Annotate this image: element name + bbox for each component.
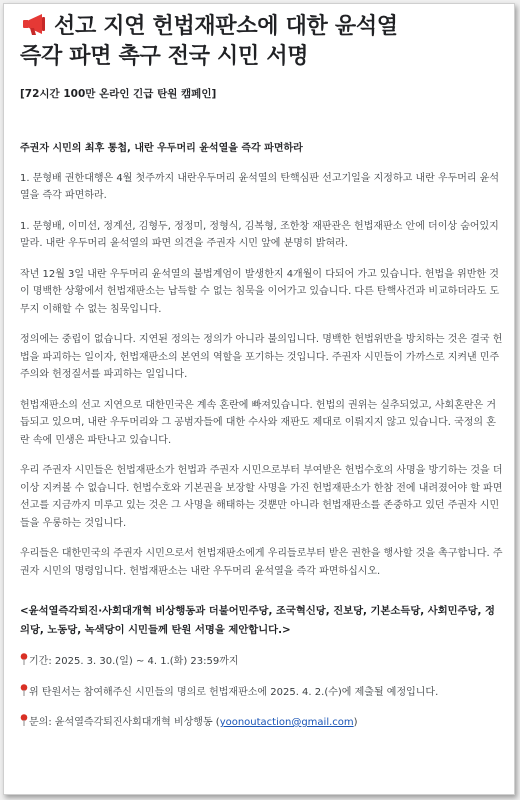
title-line-1: 선고 지연 헌법재판소에 대한 윤석열 — [54, 14, 398, 39]
contact-email-link[interactable]: yoonoutaction@gmail.com — [219, 717, 354, 728]
pushpin-icon — [20, 684, 28, 696]
pushpin-icon — [20, 653, 28, 665]
paragraph-demand-final: 우리들은 대한민국의 주권자 시민으로서 헌법재판소에게 우리들로부터 받은 권한을 행사할 것을 촉구합니다. 주권자 시민의 명령입니다. 헌법재판소는 내란 우두머리 윤석열을 즉각 파면하십시오. — [20, 548, 503, 577]
lead-statement: 주권자 시민의 최후 통첩, 내란 우두머리 윤석열을 즉각 파면하라 — [20, 143, 303, 154]
submission-text: 위 탄원서는 참여해주신 시민들의 명의로 헌법재판소에 2025. 4. 2.(수)에 제출될 예정입니다. — [29, 686, 439, 698]
paragraph-background: 작년 12월 3일 내란 우두머리 윤석열의 불법계엄이 발생한지 4개월이 다되어 가고 있습니다. 헌법을 위반한 것이 명백한 상황에서 헌법재판소는 납득할 수 없는 침묵을 이어가고 있습니다. 다른 탄핵사건과 비교하더라도 도무지 이해할 수 없는 침묵입니다. — [20, 268, 500, 315]
petition-body — [20, 140, 504, 745]
paragraph-confusion: 헌법재판소의 선고 지연으로 대한민국은 계속 혼란에 빠져있습니다. 헌법의 권위는 실추되었고, 사회혼란은 거듭되고 있으며, 내란 우두머리와 그 공범자들에 대한 수사와 재판도 제대로 이뤄지지 않고 있습니다. 국정의 혼란 속에 민생은 파탄나고 있습니다. — [20, 399, 497, 446]
paragraph-demand-1: 1. 문형배 권한대행은 4월 첫주까지 내란우두머리 윤석열의 탄핵심판 선고기일을 지정하고 내란 우두머리 윤석열을 즉각 파면하라. — [20, 172, 500, 201]
megaphone-icon — [20, 12, 50, 36]
paragraph-citizens: 우리 주권자 시민들은 헌법재판소가 헌법과 주권자 시민으로부터 부여받은 헌법수호의 사명을 방기하는 것을 더이상 지켜볼 수 없습니다. 헌법수호와 기본권을 보장할 사명을 가진 헌법재판소가 한참 전에 내려졌어야 할 파면선고를 지금까지 미루고 있는 것은 그 사명을 해태하는 것뿐만 아니라 헌법재판소를 존중하고 있던 주권자 시민들을 우롱하는 것입니다. — [20, 465, 503, 529]
pushpin-icon — [20, 714, 28, 726]
page-title — [20, 12, 510, 72]
contact-notice — [20, 714, 504, 732]
contact-suffix: ) — [353, 717, 358, 728]
submission-notice — [20, 684, 504, 702]
paragraph-justice: 정의에는 중립이 없습니다. 지연된 정의는 정의가 아니라 불의입니다. 명백한 헌법위반을 방치하는 것은 결국 헌법을 파괴하는 일이자, 헌법재판소의 본연의 역할을 포기하는 것입니다. 주권자 시민들이 가까스로 지켜낸 민주주의와 헌정질서를 파괴하는 일입니다. — [20, 334, 503, 380]
form-card — [3, 3, 515, 795]
organizer-notice: <윤석열즉각퇴진·사회대개혁 비상행동과 더불어민주당, 조국혁신당, 진보당, 기본소득당, 사회민주당, 정의당, 노동당, 녹색당이 시민들께 탄원 서명을 제안합니다.> — [20, 605, 495, 636]
paragraph-demand-2: 1. 문형배, 이미선, 정계선, 김형두, 정정미, 정형식, 김복형, 조한창 재판관은 헌법재판소 안에 더이상 숨어있지 말라. 내란 우두머리 윤석열의 파면 의견을 주권자 시민 앞에 분명히 밝혀라. — [20, 220, 499, 249]
period-notice — [20, 653, 504, 671]
contact-prefix: 문의: 윤석열즉각퇴진사회대개혁 비상행동 ( — [29, 717, 220, 728]
period-text: 기간: 2025. 3. 30.(일) ~ 4. 1.(화) 23:59까지 — [29, 656, 239, 667]
campaign-subtitle: [72시간 100만 온라인 긴급 탄원 캠페인] — [20, 88, 217, 100]
title-line-2: 즉각 파면 촉구 전국 시민 서명 — [20, 44, 309, 69]
